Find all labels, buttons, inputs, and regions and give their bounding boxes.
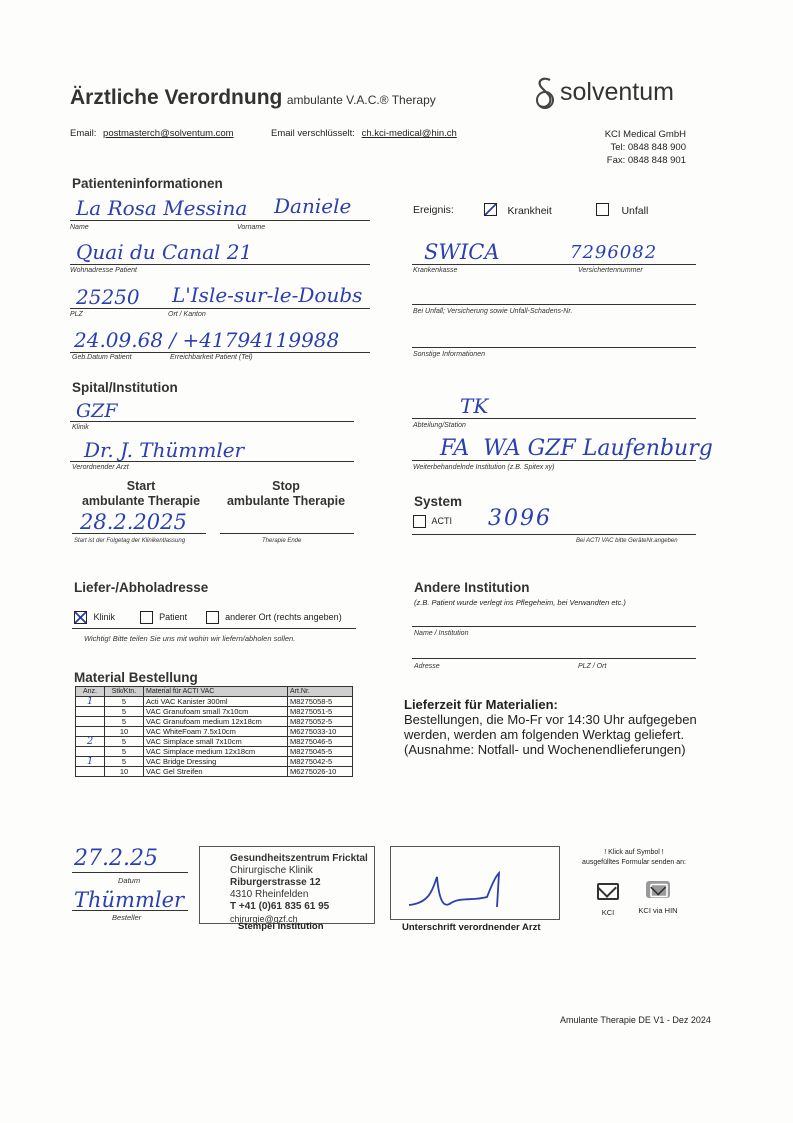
row-material: VAC Simplace medium 12x18cm — [144, 747, 288, 757]
besteller-value[interactable]: Thümmler — [74, 888, 185, 912]
table-row — [76, 727, 353, 737]
version-label: Amulante Therapie DE V1 - Dez 2024 — [560, 1015, 711, 1025]
material-section-title: Material Bestellung — [74, 670, 198, 685]
patient-box — [140, 611, 153, 624]
lieferzeit-line1: Bestellungen, die Mo-Fr vor 14:30 Uhr aufgegeben — [404, 712, 697, 727]
delivery-options — [74, 611, 342, 624]
row-artnr: M8275052-5 — [288, 717, 353, 727]
ort-label: Ort / Kanton — [168, 311, 206, 318]
system-title: System — [414, 494, 463, 509]
system-hint: Bei ACTI VAC bitte GeräteNr.angeben — [576, 538, 678, 544]
row-artnr: M8275042-5 — [288, 757, 353, 767]
form-title — [70, 86, 436, 110]
klinik-line — [70, 421, 354, 422]
row-artnr: M8275058-5 — [288, 697, 353, 707]
unfall-nr-label: Bei Unfall; Versicherung sowie Unfall-Schadens-Nr. — [413, 308, 573, 315]
other-option-label: anderer Ort (rechts angeben) — [225, 611, 342, 622]
row-stk: 10 — [105, 767, 144, 777]
brand-logo — [532, 74, 558, 119]
email-label: Email: — [70, 128, 97, 139]
row-anz[interactable] — [76, 727, 105, 737]
other-name-label: Name / Institution — [414, 630, 469, 637]
delivery-section-title: Liefer-/Abholadresse — [74, 580, 209, 595]
send-kci-hin-button[interactable] — [636, 881, 680, 915]
kasse-line — [412, 264, 696, 265]
send-hint-line2: ausgefülltes Formular senden an: — [582, 859, 686, 866]
row-anz[interactable]: 1 — [76, 697, 105, 707]
stamp-line1: Gesundheitszentrum Fricktal — [230, 853, 368, 864]
system-line — [412, 534, 696, 535]
phone-label: Erreichbarkeit Patient (Tel) — [170, 354, 253, 361]
start-sub: ambulante Therapie — [81, 494, 201, 508]
footer-date-label: Datum — [118, 876, 141, 885]
dob-line — [70, 352, 370, 353]
solventum-logo-icon — [532, 74, 558, 114]
signature-box[interactable] — [390, 846, 560, 920]
lieferzeit-title: Lieferzeit für Materialien: — [404, 697, 558, 712]
patient-vorname-value[interactable]: Daniele — [274, 194, 352, 218]
row-artnr: M6275033-10 — [288, 727, 353, 737]
row-artnr: M8275045-5 — [288, 747, 353, 757]
other-name-line — [412, 626, 696, 627]
company-fax: Fax: 0848 848 901 — [606, 155, 686, 166]
sonstige-line — [412, 347, 696, 348]
row-anz[interactable]: 2 — [76, 737, 105, 747]
stamp-line2: Chirurgische Klinik — [230, 865, 313, 876]
start-hint: Start ist der Folgetag der Klinikentlassung — [74, 538, 186, 544]
company-name: KCI Medical GmbH — [604, 129, 686, 140]
footer-date-line — [72, 872, 188, 873]
row-stk: 5 — [105, 697, 144, 707]
system-nr-value[interactable]: 3096 — [488, 506, 552, 531]
versnr-label: Versichertennummer — [578, 267, 643, 274]
krankheit-label: Krankheit — [507, 205, 552, 217]
other-option[interactable] — [206, 612, 342, 622]
stop-header — [220, 479, 352, 509]
krankenkasse-label: Krankenkasse — [413, 267, 458, 274]
start-header — [76, 479, 206, 509]
weiterbehandelnde-label: Weiterbehandelnde Institution (z.B. Spitex xy) — [413, 464, 555, 471]
row-artnr: M8275051-5 — [288, 707, 353, 717]
table-row — [76, 767, 353, 777]
row-stk: 5 — [105, 707, 144, 717]
abteilung-label: Abteilung/Station — [413, 422, 466, 429]
other-institution-hint: (z.B. Patient wurde verlegt ins Pflegeheim, bei Verwandten etc.) — [414, 598, 626, 607]
krankenkasse-value[interactable]: SWICA — [424, 240, 500, 264]
other-plz-label: PLZ / Ort — [578, 663, 607, 670]
header-anz: Anz. — [76, 687, 105, 697]
hin-envelope-inner-icon — [650, 884, 668, 898]
email-link[interactable]: postmasterch@solventum.com — [103, 128, 234, 139]
start-line — [72, 533, 206, 534]
email-enc-link[interactable]: ch.kci-medical@hin.ch — [361, 128, 457, 139]
title: Ärztliche Verordnung — [70, 86, 283, 109]
row-material: VAC Simplace small 7x10cm — [144, 737, 288, 747]
row-material: VAC Bridge Dressing — [144, 757, 288, 767]
send-kci-button[interactable] — [595, 883, 621, 917]
patient-option[interactable] — [140, 612, 190, 622]
acti-box — [413, 515, 426, 528]
krankheit-checkbox[interactable] — [484, 201, 552, 219]
table-row — [76, 707, 353, 717]
ereignis-label: Ereignis: — [413, 204, 454, 216]
send-hint-line1: ! Klick auf Symbol ! — [604, 849, 664, 856]
versnr-value[interactable]: 7296082 — [570, 242, 658, 263]
plz-ort-line — [70, 308, 370, 309]
other-address-line — [412, 658, 696, 659]
table-row — [76, 737, 353, 747]
weiterbehandelnde-value[interactable]: FA WA GZF Laufenburg — [440, 436, 713, 461]
name-label: Name — [70, 224, 89, 231]
row-stk: 5 — [105, 747, 144, 757]
signature-icon — [391, 847, 559, 919]
row-anz[interactable] — [76, 717, 105, 727]
patient-name-value[interactable]: La Rosa Messina — [76, 196, 248, 220]
email-enc-label: Email verschlüsselt: — [271, 128, 355, 139]
arzt-label: Verordnender Arzt — [72, 464, 129, 471]
row-anz[interactable] — [76, 747, 105, 757]
row-stk: 10 — [105, 727, 144, 737]
stamp-line6: chirurgie@gzf.ch — [230, 914, 298, 924]
material-table — [75, 686, 353, 777]
stamp-label: Stempel Institution — [238, 921, 324, 932]
patient-section-title: Patienteninformationen — [72, 176, 223, 191]
header-stk: Stk/Ktn. — [105, 687, 144, 697]
klinik-checked-box — [74, 611, 87, 624]
unfall-nr-line — [412, 304, 696, 305]
row-material: VAC Gel Streifen — [144, 767, 288, 777]
brand-name: solventum — [560, 78, 674, 106]
stop-title: Stop — [272, 479, 300, 493]
acti-label: ACTI — [431, 515, 453, 526]
unfall-checkbox[interactable] — [596, 201, 648, 219]
unfall-label: Unfall — [621, 205, 649, 217]
weiterbehandelnde-line — [412, 460, 696, 461]
klinik-value[interactable]: GZF — [76, 400, 118, 422]
table-row — [76, 697, 353, 707]
besteller-line — [72, 910, 188, 911]
krankheit-checked-box — [484, 203, 497, 216]
start-date-value[interactable]: 28.2.2025 — [80, 510, 187, 534]
delivery-hint: Wichtig! Bitte teilen Sie uns mit wohin wir liefern/abholen sollen. — [84, 634, 296, 643]
lieferzeit-line2: werden, werden am folgenden Werktag geliefert. — [404, 727, 685, 742]
subtitle: ambulante V.A.C.® Therapy — [286, 93, 436, 107]
hin-envelope-icon — [646, 881, 670, 898]
table-row — [76, 747, 353, 757]
send-kci-hin-label: KCI via HIN — [638, 906, 678, 915]
row-material: VAC Granufoam small 7x10cm — [144, 707, 288, 717]
email-envelope-icon — [597, 883, 619, 900]
patient-plz-value[interactable]: 25250 — [76, 285, 140, 309]
klinik-option-label: Klinik — [93, 611, 116, 622]
lieferzeit-box — [404, 697, 697, 757]
address-line — [70, 264, 370, 265]
sonstige-label: Sonstige Informationen — [413, 351, 485, 358]
lieferzeit-line3: (Ausnahme: Notfall- und Wochenendlieferungen) — [404, 742, 686, 757]
stamp-line3: Riburgerstrasse 12 — [230, 877, 321, 888]
other-institution-title: Andere Institution — [414, 580, 530, 595]
company-contact — [570, 128, 686, 167]
row-anz[interactable]: 1 — [76, 757, 105, 767]
other-box — [206, 611, 219, 624]
start-title: Start — [126, 479, 156, 493]
footer-date-value[interactable]: 27.2.25 — [74, 846, 158, 871]
arzt-line — [70, 461, 354, 462]
header-artnr: Art.Nr. — [288, 687, 353, 697]
header-material: Material für ACTI VAC — [144, 687, 288, 697]
row-material: VAC Granufoam medium 12x18cm — [144, 717, 288, 727]
stamp-line4: 4310 Rheinfelden — [230, 889, 309, 900]
row-anz[interactable] — [76, 767, 105, 777]
plz-label: PLZ — [70, 311, 83, 318]
arzt-value[interactable]: Dr. J. Thümmler — [84, 438, 245, 462]
patient-address-value[interactable]: Quai du Canal 21 — [76, 240, 253, 264]
other-address-label: Adresse — [414, 663, 440, 670]
abteilung-value[interactable]: TK — [460, 394, 489, 418]
name-line — [70, 220, 370, 221]
table-row — [76, 717, 353, 727]
row-stk: 5 — [105, 737, 144, 747]
table-row — [76, 757, 353, 767]
row-anz[interactable] — [76, 707, 105, 717]
patient-ort-value[interactable]: L'Isle-sur-le-Doubs — [172, 283, 363, 307]
send-kci-label: KCI — [601, 908, 615, 917]
klinik-option[interactable] — [74, 612, 118, 622]
row-material: VAC WhiteFoam 7.5x10cm — [144, 727, 288, 737]
stop-line — [220, 533, 354, 534]
unfall-box — [596, 203, 609, 216]
stop-sub: ambulante Therapie — [226, 494, 346, 508]
delivery-line — [72, 628, 356, 629]
row-stk: 5 — [105, 717, 144, 727]
row-artnr: M6275026-10 — [288, 767, 353, 777]
spital-section-title: Spital/Institution — [72, 380, 178, 395]
send-hint — [576, 848, 692, 868]
vorname-label: Vorname — [237, 224, 266, 231]
row-material: Acti VAC Kanister 300ml — [144, 697, 288, 707]
stamp-line5: T +41 (0)61 835 61 95 — [230, 901, 330, 912]
patient-option-label: Patient — [159, 611, 188, 622]
besteller-label: Besteller — [112, 913, 142, 922]
email-enc-row — [271, 128, 457, 139]
email-row — [70, 128, 234, 139]
abteilung-line — [412, 418, 696, 419]
stamp — [230, 853, 368, 925]
signature-label: Unterschrift verordnender Arzt — [402, 922, 541, 933]
klinik-label: Klinik — [72, 424, 89, 431]
company-tel: Tel: 0848 848 900 — [610, 142, 686, 153]
dob-label: Geb.Datum Patient — [72, 354, 132, 361]
stop-hint: Therapie Ende — [262, 538, 302, 544]
patient-dob-phone-value[interactable]: 24.09.68 / +41794119988 — [74, 328, 340, 352]
material-header-row — [76, 687, 353, 697]
row-artnr: M8275046-5 — [288, 737, 353, 747]
address-label: Wohnadresse Patient — [70, 267, 137, 274]
row-stk: 5 — [105, 757, 144, 767]
acti-checkbox[interactable] — [413, 515, 452, 528]
